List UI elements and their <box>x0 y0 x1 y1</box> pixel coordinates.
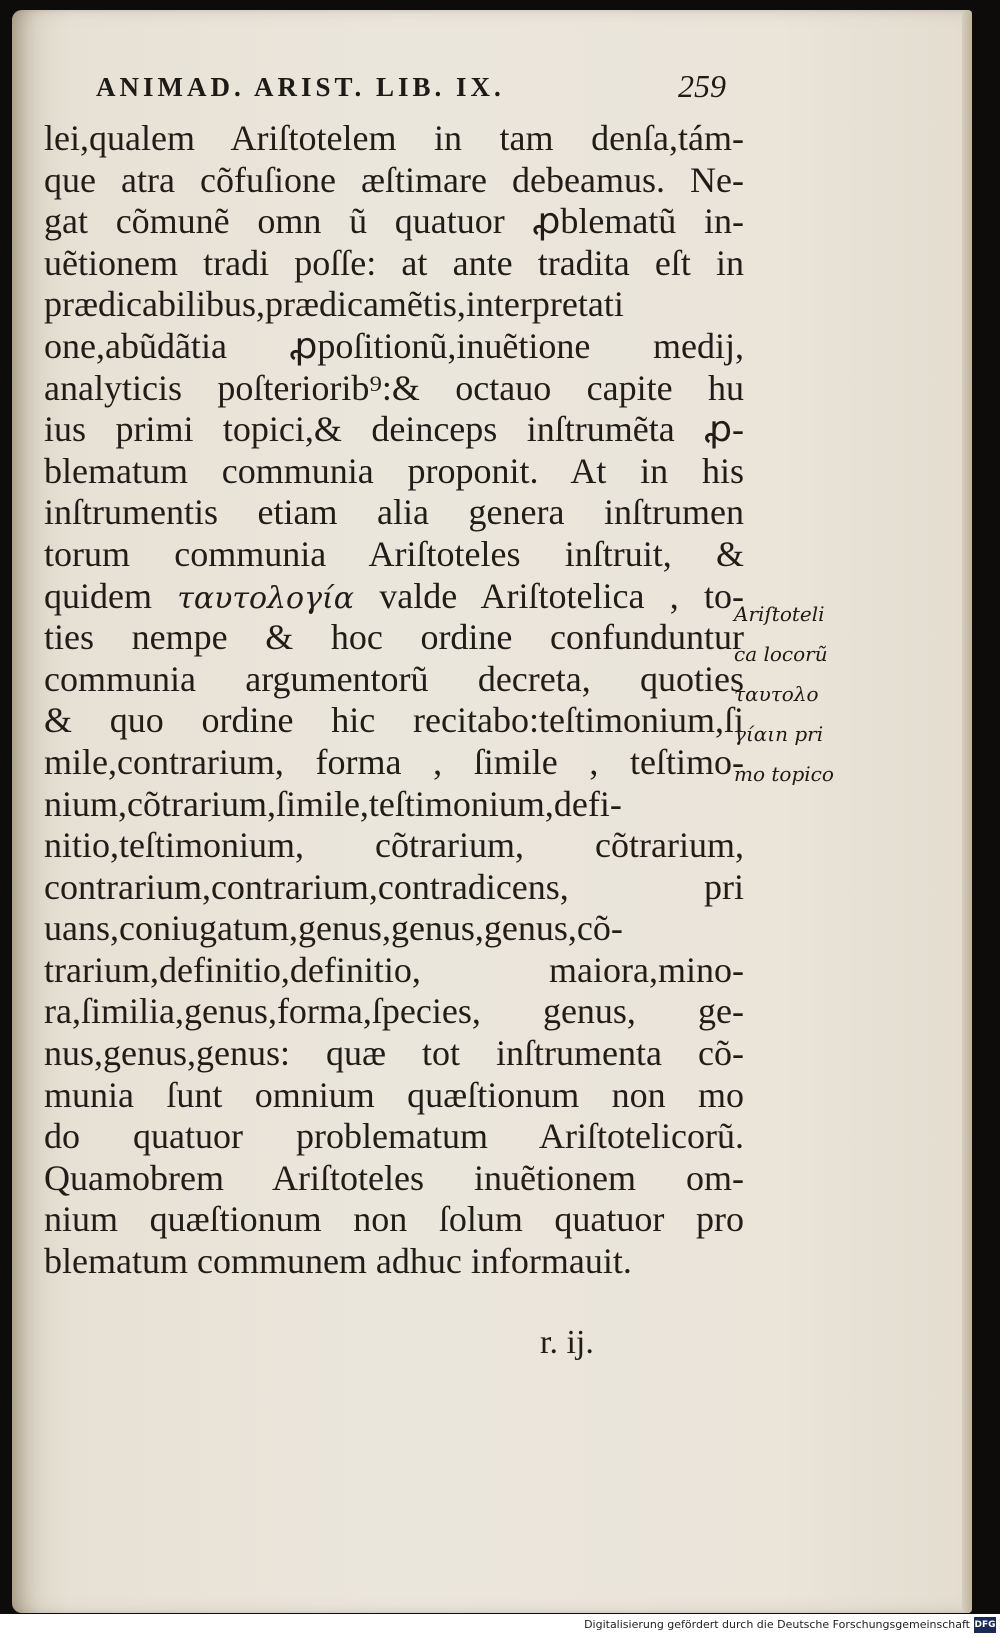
footer-bar <box>0 1614 1000 1638</box>
signature-mark: r. ij. <box>540 1324 594 1361</box>
text-line: ties nempe & hoc ordine confunduntur <box>44 617 744 658</box>
text-line: blematum communem adhuc informauit. <box>44 1241 632 1282</box>
text-line: one,abũdãtia ꝓpoſitionũ,inuẽtione medij, <box>44 325 744 366</box>
margin-note-line: Ariſtoteli <box>734 602 825 626</box>
text-line: Quamobrem Ariſtoteles inuẽtionem om- <box>44 1157 744 1198</box>
funding-credit: Digitalisierung gefördert durch die Deutsche Forschungsgemeinschaft <box>584 1618 970 1631</box>
text-fragment: valde Ariſtotelica , to- <box>379 575 744 616</box>
dfg-logo: DFG <box>974 1617 996 1633</box>
text-line: nium quæſtionum non ſolum quatuor pro <box>44 1199 744 1240</box>
text-line: & quo ordine hic recitabo:teſtimonium,ſi <box>44 700 744 741</box>
text-line: lei,qualem Ariſtotelem in tam denſa,tám- <box>44 118 744 158</box>
text-line-with-greek <box>44 576 744 618</box>
text-line: que atra cõfuſione æſtimare debeamus. Ne- <box>44 159 744 200</box>
text-line: blematum communia proponit. At in his <box>44 450 744 491</box>
margin-note <box>734 594 844 794</box>
margin-note-line: mo topico <box>734 762 834 786</box>
text-line: mile,contrarium, forma , ſimile , teſtimo- <box>44 741 744 782</box>
text-line: uẽtionem tradi poſſe: at ante tradita eſt in <box>44 242 744 283</box>
text-line: munia ſunt omnium quæſtionum non mo <box>44 1074 744 1115</box>
text-line: trarium,definitio,definitio, maiora,mino- <box>44 949 744 990</box>
text-line: nus,genus,genus: quæ tot inſtrumenta cõ- <box>44 1033 744 1074</box>
text-line: torum communia Ariſtoteles inſtruit, & <box>44 533 744 574</box>
text-line: nitio,teſtimonium, cõtrarium, cõtrarium, <box>44 825 744 866</box>
text-fragment: quidem <box>44 575 152 616</box>
text-line: ius primi topici,& deinceps inſtrumẽta ꝓ- <box>44 409 744 450</box>
page-number: 259 <box>678 68 726 104</box>
text-line: prædicabilibus,prædicamẽtis,interpretati <box>44 284 624 325</box>
margin-note-line: ταυτολο <box>734 682 819 706</box>
text-line: uans,coniugatum,genus,genus,genus,cõ- <box>44 908 623 949</box>
greek-word: ταυτολογία <box>177 580 355 616</box>
text-line: communia argumentorũ decreta, quoties <box>44 658 744 699</box>
margin-note-line: ca locorũ <box>734 642 828 666</box>
text-line: contrarium,contrarium,contradicens, pri <box>44 866 744 907</box>
text-line: inſtrumentis etiam alia genera inſtrumen <box>44 492 744 533</box>
text-line: do quatuor problematum Ariſtotelicorũ. <box>44 1116 744 1157</box>
running-title: ANIMAD. ARIST. LIB. IX. <box>96 72 505 102</box>
text-line: analyticis poſteriorib⁹:& octauo capite hu <box>44 367 744 408</box>
text-line: gat cõmunẽ omn ũ quatuor ꝓblematũ in- <box>44 201 744 242</box>
page-edge <box>962 10 972 1613</box>
text-line: ra,ſimilia,genus,forma,ſpecies, genus, ge- <box>44 991 744 1032</box>
text-line: nium,cõtrarium,ſimile,teſtimonium,defi- <box>44 783 622 824</box>
margin-note-line: γίαιn pri <box>734 722 824 746</box>
body-text <box>44 118 744 1283</box>
